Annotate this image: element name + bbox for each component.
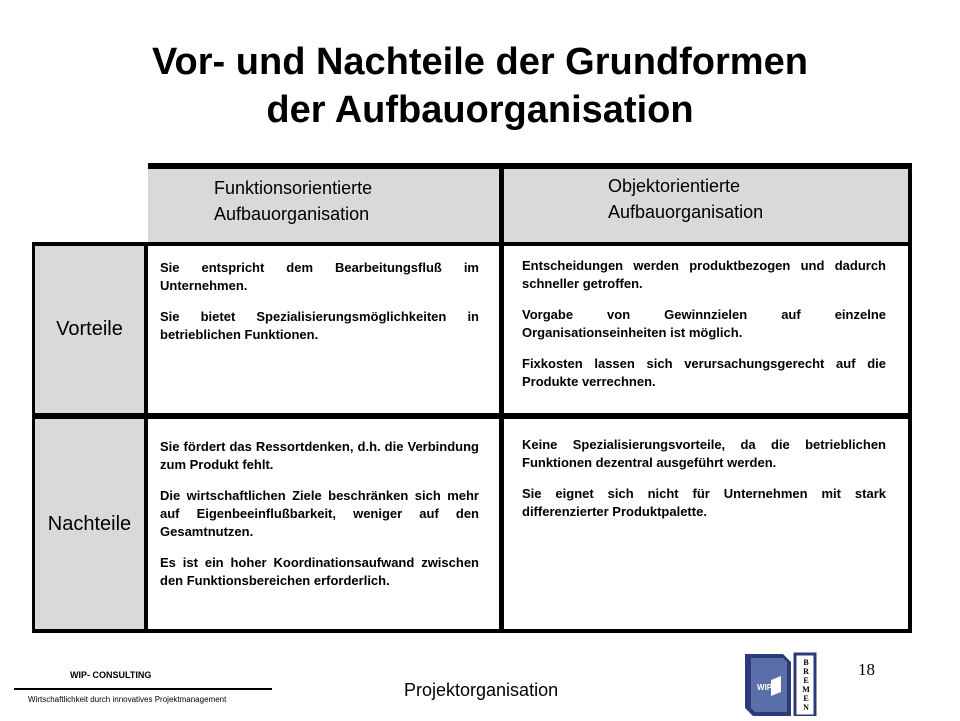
text-item: Sie bietet Spezialisierungsmöglichkeiten in betrieblichen Funktionen.: [160, 309, 479, 342]
text-item: Keine Spezialisierungsvorteile, da die betrieblichen Funktionen dezentral ausgeführt werden.: [522, 437, 886, 470]
page-number: 18: [858, 660, 875, 679]
footer-divider: [14, 688, 272, 690]
logo-wip-text: WIP: [757, 683, 773, 692]
text-item: Entscheidungen werden produktbezogen und dadurch schneller getroffen.: [522, 258, 886, 291]
header-functional-line1: Funktionsorientierte: [214, 178, 373, 198]
logo-letter: E: [803, 694, 809, 703]
row-label-advantages: Vorteile: [35, 246, 144, 413]
cell-advantages-functional: [148, 246, 499, 413]
page-title-line2: der Aufbauorganisation: [266, 89, 694, 131]
text-item: Fixkosten lassen sich verursachungsgerecht auf die Produkte verrechnen.: [522, 356, 886, 389]
wip-bremen-logo-icon: [745, 650, 835, 716]
logo-letter: R: [803, 667, 809, 676]
logo-letter: N: [803, 703, 809, 712]
footer-title: Projektorganisation: [404, 680, 559, 700]
page-title: [0, 38, 960, 134]
empty-corner: [28, 160, 148, 242]
footer-brand: WIP- CONSULTING: [70, 670, 152, 680]
row-label-disadvantages: Nachteile: [35, 419, 144, 629]
header-functional: [148, 169, 499, 242]
header-object: [504, 169, 908, 242]
text-item: Vorgabe von Gewinnzielen auf einzelne Organisationseinheiten ist möglich.: [522, 307, 886, 340]
cell-advantages-object: [504, 246, 908, 413]
text-item: Sie eignet sich nicht für Unternehmen mit stark differenzierter Produktpalette.: [522, 486, 886, 519]
text-item: Die wirtschaftlichen Ziele beschränken sich mehr auf Eigenbeeinflußbarkeit, weniger auf den Gesamtnutzen.: [160, 488, 479, 539]
page-title-line1: Vor- und Nachteile der Grundformen: [152, 41, 808, 83]
logo-letter: B: [803, 658, 809, 667]
cell-disadvantages-functional: [148, 419, 499, 629]
header-object-line2: Aufbauorganisation: [608, 202, 764, 222]
footer-tagline: Wirtschaftlichkeit durch innovatives Projektmanagement: [28, 695, 227, 704]
header-object-line1: Objektorientierte: [608, 176, 741, 196]
text-item: Sie entspricht dem Bearbeitungsfluß im Unternehmen.: [160, 260, 479, 293]
header-functional-line2: Aufbauorganisation: [214, 204, 370, 224]
logo-city-letters: [800, 658, 812, 712]
text-item: Es ist ein hoher Koordinationsaufwand zwischen den Funktionsbereichen erforderlich.: [160, 555, 479, 588]
logo-letter: E: [803, 676, 809, 685]
logo-letter: M: [802, 685, 810, 694]
cell-disadvantages-object: [504, 419, 908, 629]
text-item: Sie fördert das Ressortdenken, d.h. die Verbindung zum Produkt fehlt.: [160, 439, 479, 472]
